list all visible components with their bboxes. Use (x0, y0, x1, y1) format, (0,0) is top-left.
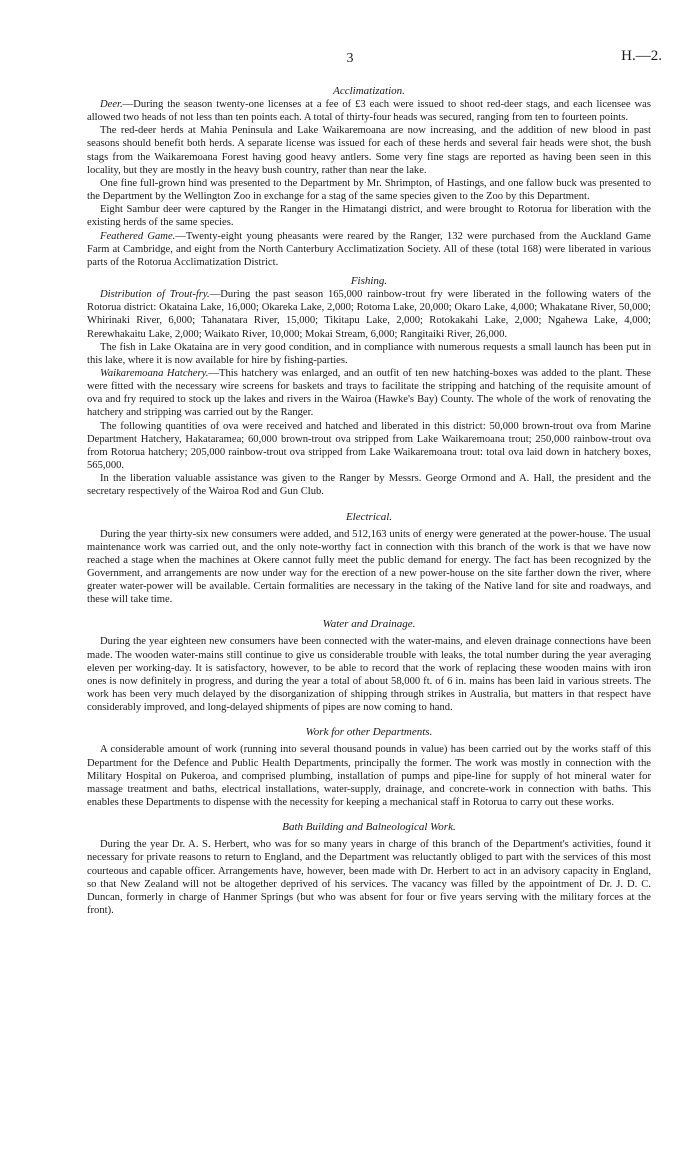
paragraph: The red-deer herds at Mahia Peninsula and Lake Waikaremoana are now increasing, and the addition of new blood in past seasons should benefit both herds. A separate license was issued for each of these herds and several fair heads were shot, the bush stags from the Waikaremoana Forest having good heavy antlers. Some very fine stags are reported as having been seen in this locality, but they are mostly in the heavy bush country, rather than near the lake. (87, 125, 651, 176)
paragraph: A considerable amount of work (running into several thousand pounds in value) has been carried out by the works staff of this Department for the Defence and Public Health Departments, principally the former. The work was mostly in connection with the Military Hospital on Pukeroa, and comprised plumbing, installation of pumps and pipe-line for supply of hot mineral water for massage treatment and baths, electrical installations, water-supply, drainage, and concrete-work in connection with baths. This enables these Departments to dispense with the necessity for keeping a mechanical staff in Rotorua to carry out these works. (87, 744, 651, 809)
document-reference: H.—2. (621, 48, 662, 64)
paragraph: In the liberation valuable assistance was given to the Ranger by Messrs. George Ormond and A. Hall, the president and the secretary respectively of the Wairoa Rod and Gun Club. (87, 473, 651, 498)
heading-fishing: Fishing. (350, 275, 388, 288)
paragraph: One fine full-grown hind was presented to the Department by Mr. Shrimpton, of Hastings, and one fallow buck was presented to the Department by the Wellington Zoo in exchange for a stag of the same species given to the Zoo by this Department. (87, 177, 651, 203)
paragraph-text: —During the season twenty-one licenses at a fee of £3 each were issued to shoot red-deer stags, and each licensee was allowed two heads of not less than ten points each. A total of thirty-four heads was secured, ranging from ten to fourteen points. (87, 99, 651, 124)
paragraph-text: —During the past season 165,000 rainbow-trout fry were liberated in the following waters of the Rotorua district: Okataina Lake, 16,000; Okareka Lake, 2,000; Rotoma Lake, 20,000; Okaro Lake, 4,000; Whakatane River, 50,000; Whirinaki River, 6,000; Tahanatara River, 15,000; Tikitapu Lake, 2,000; Rotokakahi Lake, 2,000; Ngahewa Lake, 4,000; Rerewhakaitu Lake, 2,000; Waikato River, 10,000; Mokai Stream, 6,000; Rangitaiki River, 26,000. (87, 289, 651, 340)
heading-bath-building: Bath Building and Balneological Work. (282, 821, 456, 834)
paragraph: Eight Sambur deer were captured by the Ranger in the Himatangi district, and were brought to Rotorua for liberation with the existing herds of the same species. (87, 204, 651, 229)
page-number: 3 (346, 51, 354, 66)
paragraph: The following quantities of ova were received and hatched and liberated in this district: 50,000 brown-trout ova from Marine Department Hatchery, Hakataramea; 60,000 brown-trout ova stripped from Lake Waikaremoana trout; 250,000 rainbow-trout ova from Rotorua hatchery; 205,000 rainbow-trout ova stripped from Lake Waikaremoana trout: total ova laid down in hatchery boxes, 565,000. (87, 420, 651, 472)
paragraph (87, 98, 651, 124)
heading-other-departments: Work for other Departments. (305, 726, 433, 739)
document-body (87, 84, 651, 917)
paragraph: The fish in Lake Okataina are in very good condition, and in compliance with numerous requests a small launch has been put in this lake, where it is now available for hire by fishing-parties. (87, 341, 651, 366)
paragraph (87, 367, 651, 420)
heading-electrical: Electrical. (345, 510, 393, 523)
paragraph-text: —Twenty-eight young pheasants were reared by the Ranger, 132 were purchased from the Auckland Game Farm at Cambridge, and eight from the North Canterbury Acclimatization Society. All of these (total 168) were liberated in various parts of the Rotorua Acclimatization District. (87, 230, 651, 268)
paragraph-lead: Distribution of Trout-fry. (100, 289, 210, 301)
paragraph: During the year eighteen new consumers have been connected with the water-mains, and eleven drainage connections have been made. The wooden water-mains still continue to give us considerable trouble with leaks, the total number during the year averaging eleven per working-day. It is satisfactory, however, to be able to record that the work of replacing these wooden mains with iron ones is now definitely in progress, and during the year a total of about 58,000 ft. of 6 in. mains has been laid in various streets. The work has been very much delayed by the disorganization of shipping through strikes in Australia, but matters in that respect have considerably improved, and long-delayed shipments of pipes are now coming to hand. (87, 636, 651, 714)
paragraph-text: —This hatchery was enlarged, and an outfit of ten new hatching-boxes was added to the plant. These were fitted with the necessary wire screens for baskets and trays to facilitate the stripping and hatching of the requisite amount of ova and fry required to stock up the lakes and rivers in the Wairoa (Hawke's Bay) County. The whole of the work of renovating the hatchery and stripping was carried out by the Ranger. (87, 367, 651, 419)
paragraph: During the year Dr. A. S. Herbert, who was for so many years in charge of this branch of the Department's activities, found it necessary for private reasons to return to England, and the Department was reluctantly obliged to part with the services of this most courteous and capable officer. Arrangements have, however, been made with Dr. Herbert to act in an advisory capacity in England, so that New Zealand will not be altogether deprived of his services. The vacancy was filled by the appointment of Dr. J. D. C. Duncan, formerly in charge of Hanmer Springs (but who was absent for four or five years serving with the military forces at the front). (87, 839, 651, 916)
paragraph (87, 288, 651, 341)
paragraph-lead: Waikaremoana Hatchery. (100, 367, 209, 379)
heading-water-drainage: Water and Drainage. (322, 618, 416, 631)
paragraph-lead: Feathered Game. (100, 230, 176, 242)
paragraph: During the year thirty-six new consumers were added, and 512,163 units of energy were generated at the power-house. The usual maintenance work was carried out, and the only note-worthy fact in connection with this branch of the work is that we have now reached a stage when the machines at Okere cannot fully meet the public demand for energy. The fact has been recognized by the Government, and arrangements are now under way for the erection of a new power-house on the site farther down the river, where greater water-power will be available. Certain formalities are necessary in the taking of the Native land for site and roadways, and these will take time. (87, 528, 651, 606)
heading-acclimatization: Acclimatization. (333, 85, 405, 97)
paragraph (87, 230, 651, 269)
paragraph-lead: Deer. (100, 99, 123, 110)
